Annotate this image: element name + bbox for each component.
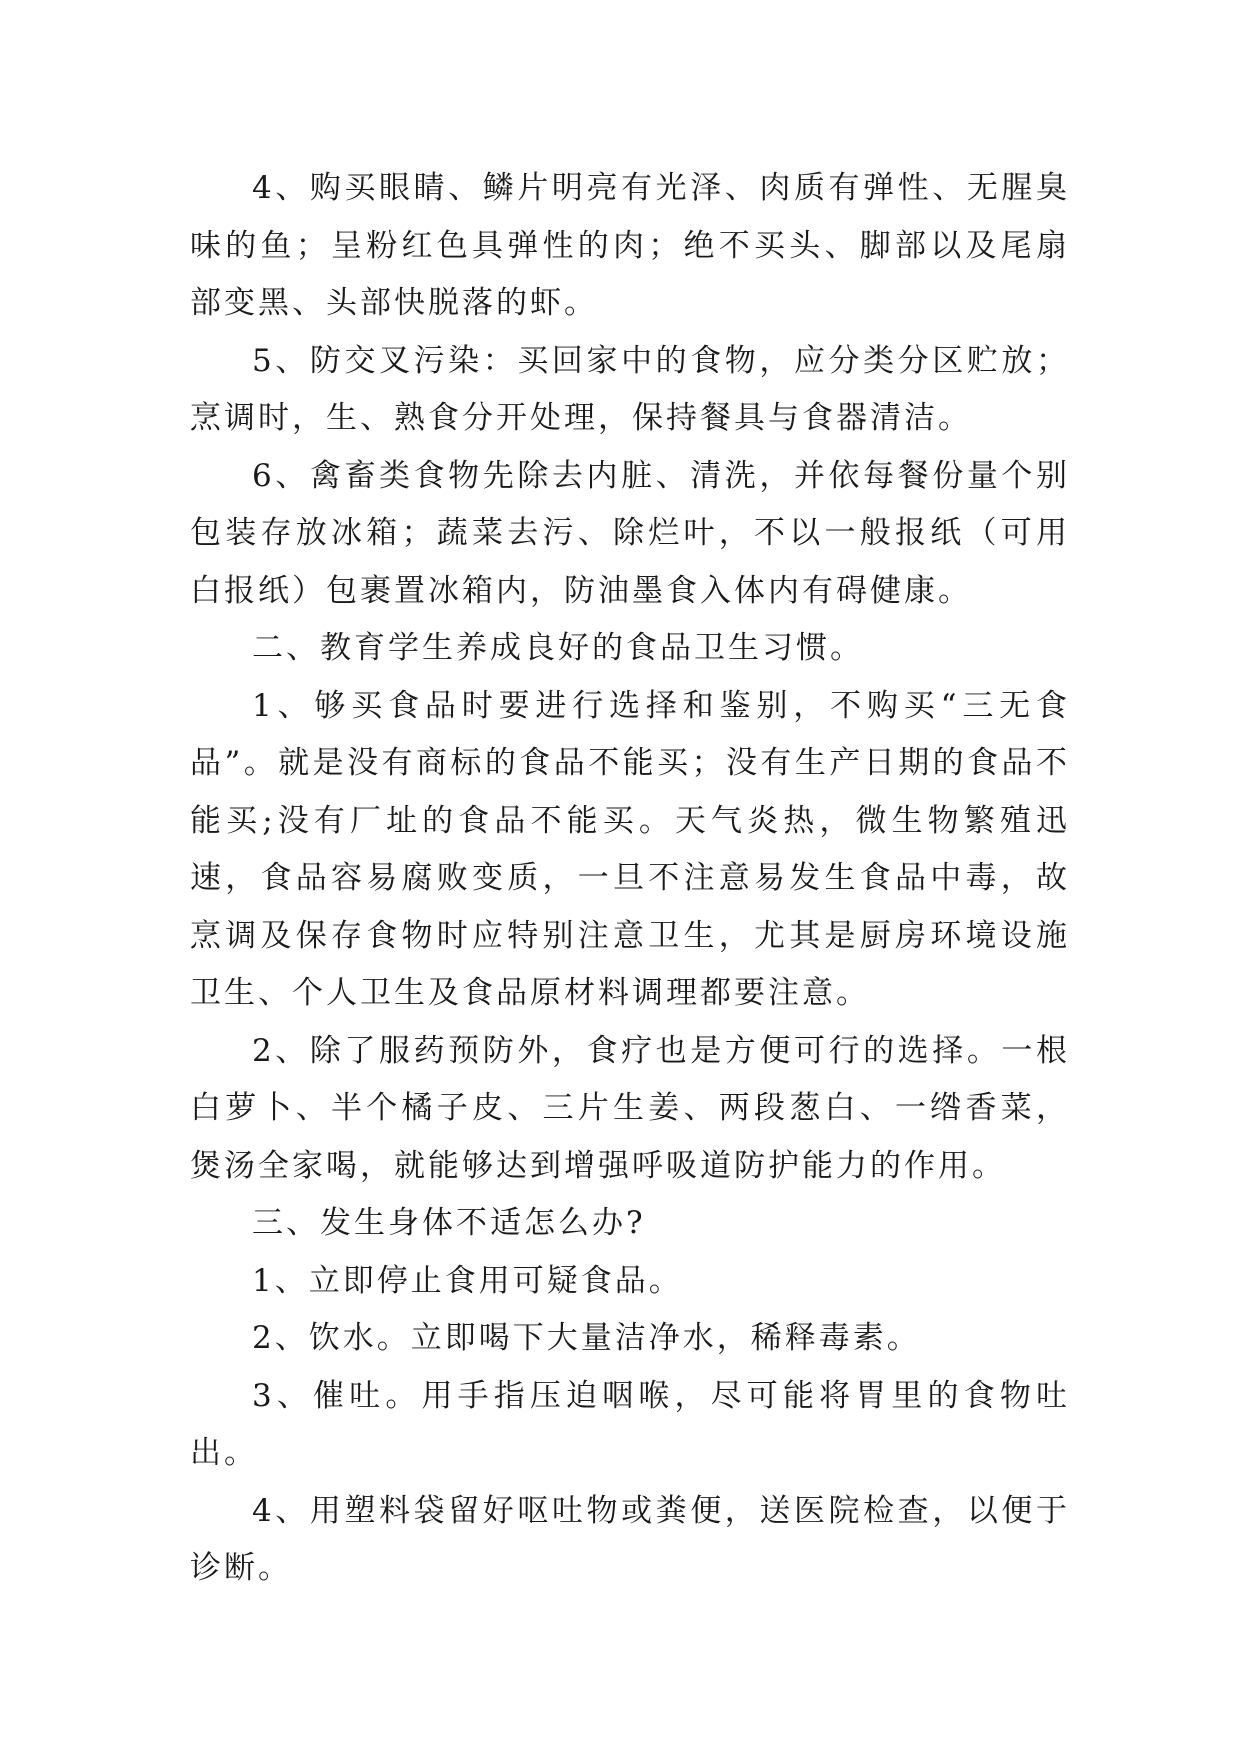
paragraph-stop-eating: 1、立即停止食用可疑食品。 [252, 1262, 683, 1299]
paragraph-food-therapy: 2、除了服药预防外，食疗也是方便可行的选择。一根白萝卜、半个橘子皮、三片生姜、两段葱白、一绺香菜，煲汤全家喝，就能够达到增强呼吸道防护能力的作用。 [190, 1032, 1070, 1184]
paragraph-buying-food: 1、够买食品时要进行选择和鉴别，不购买“三无食品”。就是没有商标的食品不能买；没有生产日期的食品不能买;没有厂址的食品不能买。天气炎热，微生物繁殖迅速，食品容易腐败变质，一旦不注意易发生食品中毒，故烹调及保存食物时应特别注意卫生，尤其是厨房环境设施卫生、个人卫生及食品原材料调理都要注意。 [190, 687, 1070, 1011]
paragraph-buy-fish-meat-shrimp: 4、购买眼睛、鳞片明亮有光泽、肉质有弹性、无腥臭味的鱼；呈粉红色具弹性的肉；绝不买头、脚部以及尾扇部变黑、头部快脱落的虾。 [190, 170, 1070, 321]
paragraph-drink-water: 2、饮水。立即喝下大量洁净水，稀释毒素。 [252, 1320, 921, 1356]
paragraph-storage-in-fridge: 6、禽畜类食物先除去内脏、清洗，并依每餐份量个别包装存放冰箱；蔬菜去污、除烂叶，不以一般报纸（可用白报纸）包裹置冰箱内，防油墨食入体内有碍健康。 [190, 457, 1070, 609]
paragraph-keep-sample: 4、用塑料袋留好呕吐物或粪便，送医院检查，以便于诊断。 [190, 1492, 1070, 1586]
paragraph-prevent-cross-contamination: 5、防交叉污染：买回家中的食物，应分类分区贮放；烹调时，生、熟食分开处理，保持餐具与食器清洁。 [190, 342, 1070, 436]
section-heading-discomfort: 三、发生身体不适怎么办? [252, 1205, 646, 1241]
document-body [190, 160, 1070, 1598]
section-heading-education: 二、教育学生养成良好的食品卫生习惯。 [252, 630, 864, 666]
paragraph-induce-vomiting: 3、催吐。用手指压迫咽喉，尽可能将胃里的食物吐出。 [190, 1377, 1070, 1471]
